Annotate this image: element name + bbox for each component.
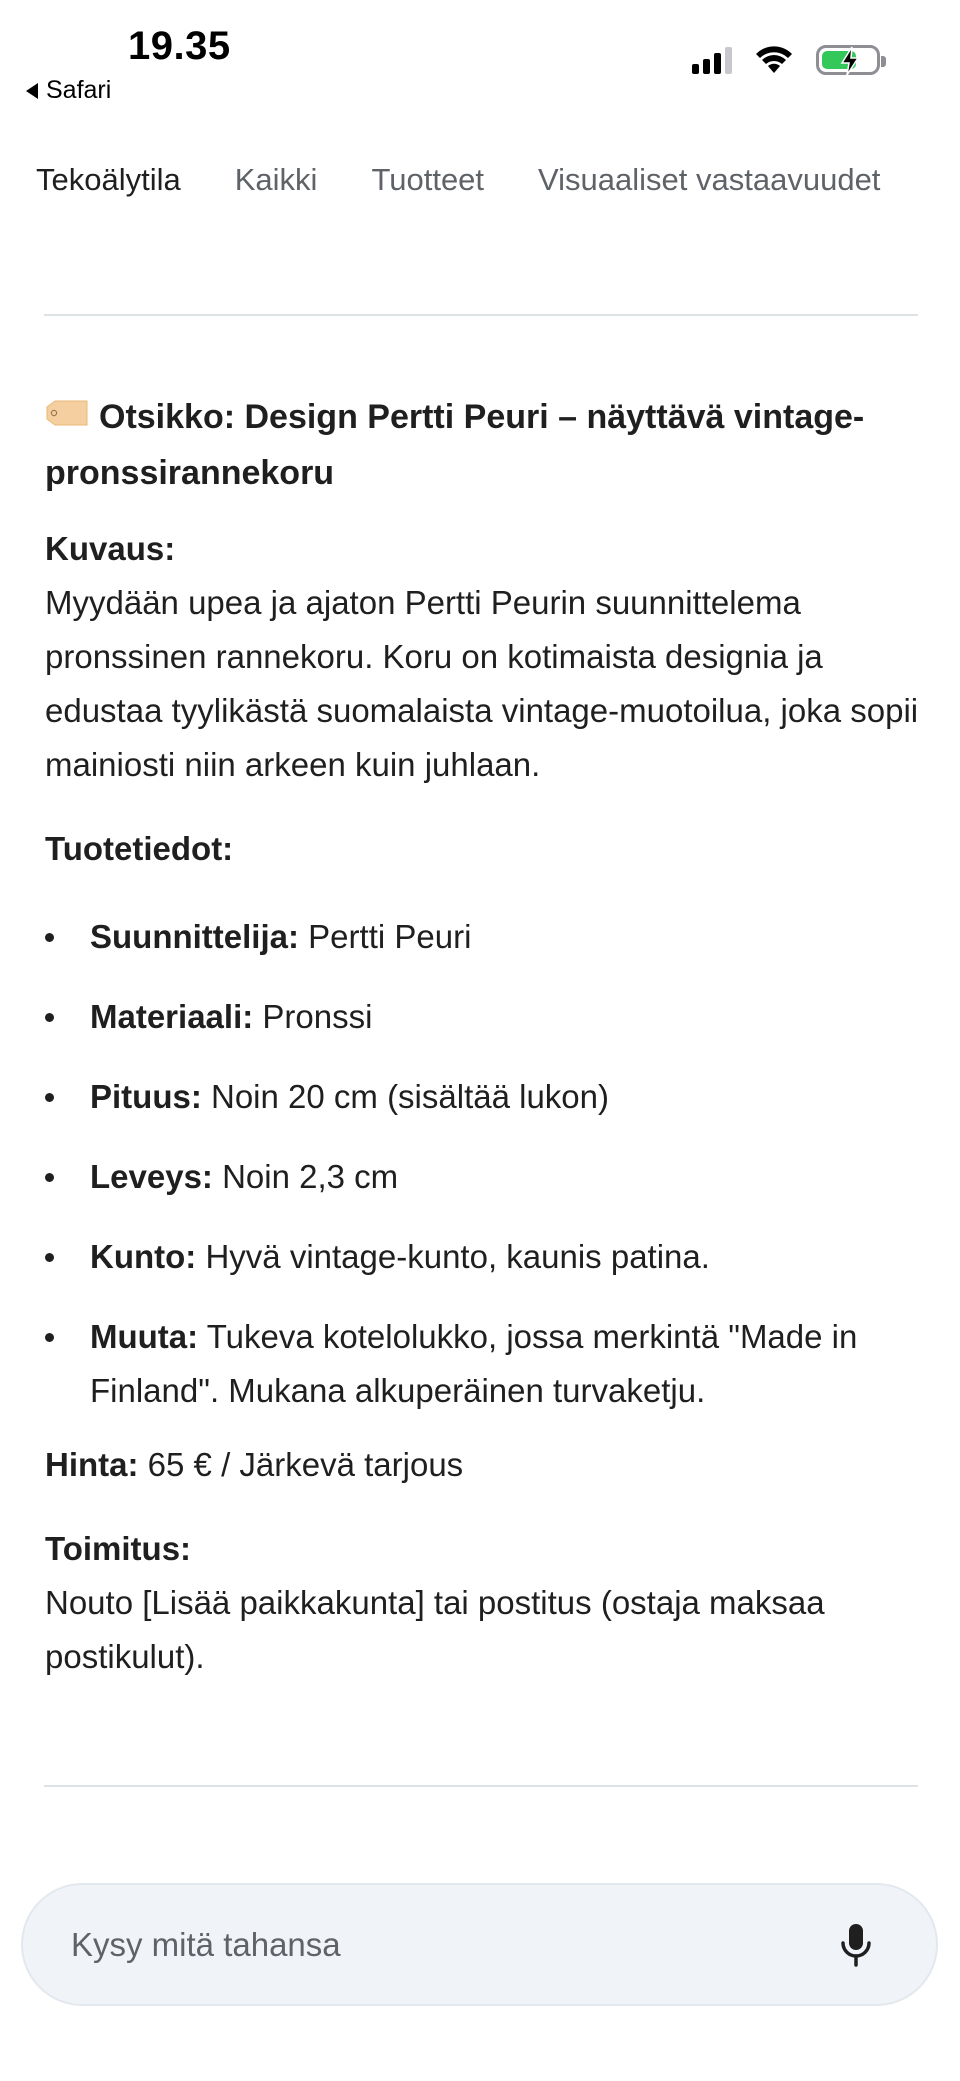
list-item — [45, 1070, 925, 1124]
ask-anything-bar — [21, 1883, 938, 2006]
tab-products[interactable]: Tuotteet — [371, 162, 485, 197]
price-value: 65 € / Järkevä tarjous — [147, 1446, 464, 1484]
spec-label: Pituus: — [90, 1078, 202, 1116]
microphone-icon[interactable] — [836, 1921, 876, 1969]
tab-visual-matches[interactable]: Visuaaliset vastaavuudet — [538, 162, 881, 197]
signal-icon — [692, 46, 732, 74]
listing-title — [45, 390, 925, 500]
delivery-text: Nouto [Lisää paikkakunta] tai postitus (ostaja maksaa postikulut). — [45, 1584, 825, 1676]
back-to-safari-link[interactable] — [26, 76, 111, 105]
spec-value: Pronssi — [262, 998, 373, 1036]
battery-charging-icon — [816, 45, 880, 75]
description-label: Kuvaus: — [45, 530, 176, 568]
spec-label: Kunto: — [90, 1238, 197, 1276]
list-item — [45, 1150, 925, 1204]
description-text: Myydään upea ja ajaton Pertti Peurin suunnittelema pronssinen rannekoru. Koru on kotimaista designia ja edustaa tyylikästä suomalaista vintage-muotoilua, joka sopii mainiosti niin arkeen kuin juhlaan. — [45, 584, 919, 784]
list-item — [45, 1230, 925, 1284]
ai-response — [45, 390, 925, 1684]
back-arrow-icon — [26, 83, 38, 99]
spec-value: Noin 20 cm (sisältää lukon) — [211, 1078, 609, 1116]
spec-value: Noin 2,3 cm — [222, 1158, 399, 1196]
bottom-divider — [44, 1785, 918, 1787]
spec-value: Tukeva kotelolukko, jossa merkintä "Made in Finland". Mukana alkuperäinen turvaketju. — [90, 1318, 858, 1410]
spec-value: Hyvä vintage-kunto, kaunis patina. — [205, 1238, 710, 1276]
spec-label: Suunnittelija: — [90, 918, 299, 956]
specs-list — [45, 910, 925, 1418]
price-label: Hinta: — [45, 1446, 139, 1484]
list-item — [45, 1310, 925, 1418]
ask-anything-input[interactable] — [69, 1925, 836, 1965]
status-time: 19.35 — [128, 24, 231, 68]
spec-label: Muuta: — [90, 1318, 199, 1356]
back-app-label: Safari — [46, 76, 112, 104]
list-item — [45, 990, 925, 1044]
spec-label: Leveys: — [90, 1158, 213, 1196]
tab-all[interactable]: Kaikki — [234, 162, 318, 197]
delivery-label: Toimitus: — [45, 1530, 192, 1568]
spec-label: Materiaali: — [90, 998, 254, 1036]
status-icons — [692, 45, 880, 75]
list-item — [45, 910, 925, 964]
top-divider — [44, 314, 918, 316]
search-mode-tabs — [36, 162, 934, 198]
price-line — [45, 1438, 925, 1492]
spec-value: Pertti Peuri — [308, 918, 472, 956]
label-tag-icon — [45, 388, 89, 442]
specs-label: Tuotetiedot: — [45, 830, 234, 868]
wifi-icon — [754, 45, 794, 75]
listing-title-text: Otsikko: Design Pertti Peuri – näyttävä vintage-pronssirannekoru — [45, 398, 865, 493]
tab-ai-mode[interactable]: Tekoälytila — [36, 162, 181, 197]
